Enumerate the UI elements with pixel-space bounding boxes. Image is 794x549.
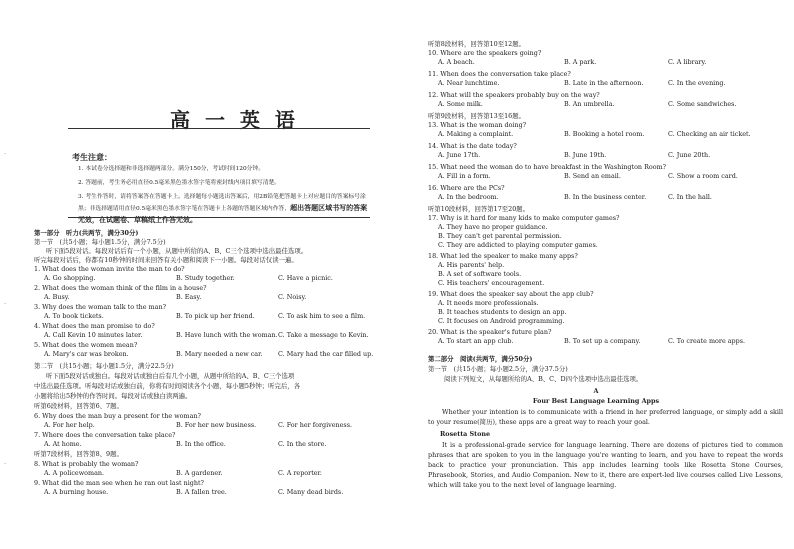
question: 3. Why does the woman talk to the man? (34, 303, 167, 311)
passage-title: Four Best Language Learning Apps (532, 397, 660, 405)
sec1-instruction: 听完每段对话后，你都有10秒钟的时间来回答有关小题和阅读下一小题。每段对话仅读一遍。 (34, 256, 298, 264)
sec2-instruction: 听下面5段对话或独白。每段对话或独白后有几个小题，从题中所给的A、B、C三个选项 (46, 372, 295, 380)
option-b: B. An umbrella. (564, 100, 615, 108)
option-c: C. In the hall. (668, 193, 712, 201)
binding-mark: · (4, 150, 7, 158)
question: 16. Where are the PCs? (428, 184, 505, 192)
question: 12. What will the speakers probably buy on the way? (428, 91, 600, 99)
question: 11. When does the conversation take place? (428, 70, 571, 78)
passage-label: A (593, 387, 599, 395)
material-note: 听第6段材料，回答第6、7题。 (34, 402, 123, 410)
binding-mark: · (4, 300, 7, 308)
question: 5. What does the women mean? (34, 341, 138, 349)
option-c: C. A library. (668, 58, 707, 66)
question-17: 17. Why is it hard for many kids to make computer games? (428, 214, 620, 222)
option-c: C. To ask him to see a film. (278, 312, 366, 320)
notice-item: 1. 本试卷分选择题和非选择题两部分。满分150分，考试时间120分钟。 (78, 166, 265, 172)
option-c: C. Show a room card. (668, 172, 738, 180)
part2-instruction: 阅读下列短文，从每题所给的A、B、C、D四个选项中选出最佳选项。 (444, 375, 643, 383)
option-b: B. To set up a company. (564, 337, 641, 345)
question: 13. What is the woman doing? (428, 121, 527, 129)
page-title: 高 一 英 语 (170, 108, 299, 132)
option-a: A. His parents' help. (438, 261, 505, 269)
material-note: 听第7段材料，回答第8、9题。 (34, 450, 123, 458)
question: 2. What does the woman think of the film in a house? (34, 284, 207, 292)
option-c: C. Some sandwiches. (668, 100, 737, 108)
option-a: A. They have no proper guidance. (438, 223, 548, 231)
option-b: B. Easy. (176, 293, 202, 301)
notice-heading: 考生注意： (72, 153, 112, 162)
material-note: 听第9段材料，回答第13至16题。 (428, 112, 526, 120)
option-a: A. Near lunchtime. (438, 79, 500, 87)
option-c: C. His teachers' encouragement. (438, 279, 545, 287)
option-a: A. At home. (44, 440, 82, 448)
option-b: B. A set of software tools. (438, 270, 522, 278)
question-18: 18. What led the speaker to make many apps? (428, 252, 578, 260)
part2-sec1-heading: 第一节 (共15小题；每小题2.5分，满分37.5分) (428, 365, 568, 373)
part2-heading: 第二部分 阅读(共两节，满分50分) (428, 355, 533, 363)
option-a: A. Go shopping. (44, 274, 96, 282)
option-a: A. A burning house. (44, 488, 109, 496)
passage-intro: Whether your intention is to communicate with a friend in her preferred language, or simply add a skill to your resume(简历), these apps are a great way to reach your goal. (428, 408, 783, 426)
option-a: A. Fill in a form. (438, 172, 491, 180)
option-b: B. It teaches students to design an app. (438, 308, 567, 316)
sec2-instruction: 小题将给出5秒钟的作答时间。每段对话或独白读两遍。 (34, 392, 192, 400)
question: 8. What is probably the woman? (34, 460, 139, 468)
option-b: B. A gardener. (176, 469, 223, 477)
option-a: A. Call Kevin 10 minutes later. (44, 331, 143, 339)
passage-subheading: Rosetta Stone (440, 430, 491, 438)
option-c: C. It focuses on Android programming. (438, 317, 565, 325)
option-c: C. To create more apps. (668, 337, 746, 345)
notice-emphasis: 超出答题区域书写的答案无效，在试题卷、草稿纸上作答无效。 (78, 204, 368, 224)
option-c: C. For her forgiveness. (278, 421, 353, 429)
option-b: B. Have lunch with the woman. (176, 331, 278, 339)
option-c: C. Have a picnic. (278, 274, 333, 282)
option-c: C. Checking an air ticket. (668, 130, 751, 138)
sec2-heading: 第二节 (共15小题；每小题1.5分，满分22.5分) (34, 362, 174, 370)
question-19: 19. What does the speaker say about the app club? (428, 290, 594, 298)
divider (68, 128, 370, 129)
question: 9. What did the man see when he ran out last night? (34, 479, 204, 487)
option-b: B. Study together. (176, 274, 235, 282)
option-b: B. For her new business. (176, 421, 257, 429)
question: 1. What does the woman invite the man to do? (34, 265, 185, 273)
notice-item: 3. 考生作答时，请将答案答在答题卡上。选择题每小题选出答案后，用2B铅笔把答题卡上对应题目的答案标号涂黑；非选择题请用直径0.5毫米黑色墨水签字笔在答题卡上各题的答题区域内作答，超出答题区域书写的答案无效，在试题卷、草稿纸上作答无效。 (78, 194, 368, 224)
question: 7. Where does the conversation take place? (34, 431, 176, 439)
option-a: A. A beach. (438, 58, 475, 66)
question: 15. What need the woman do to have breakfast in the Washington Room? (428, 163, 667, 171)
option-b: B. June 19th. (564, 151, 607, 159)
option-c: C. In the store. (278, 440, 327, 448)
option-b: B. A park. (564, 58, 597, 66)
option-a: A. Some milk. (438, 100, 483, 108)
part1-heading: 第一部分 听力(共两节，满分30分) (34, 229, 139, 237)
option-c: C. Many dead birds. (278, 488, 344, 496)
option-a: A. A policewoman. (44, 469, 105, 477)
option-b: B. They can't get parental permission. (438, 232, 562, 240)
option-a: A. To start an app club. (438, 337, 514, 345)
binding-mark: · (4, 460, 7, 468)
option-c: C. June 20th. (668, 151, 711, 159)
question: 4. What does the man promise to do? (34, 322, 155, 330)
material-note: 听第10段材料，回答第17至20题。 (428, 205, 530, 213)
notice-item: 2. 答题前，考生务必用直径0.5毫米黑色墨水签字笔将密封线内项目填写清楚。 (78, 180, 281, 186)
question: 14. What is the date today? (428, 142, 517, 150)
option-b: B. Booking a hotel room. (564, 130, 645, 138)
sec2-instruction: 中选出最佳选项。听每段对话或独白前，你将有时间阅读各个小题，每小题5秒钟；听完后，各 (34, 382, 301, 390)
question: 10. Where are the speakers going? (428, 49, 542, 57)
option-a: A. Making a complaint. (438, 130, 514, 138)
option-c: C. Noisy. (278, 293, 307, 301)
option-b: B. A fallen tree. (176, 488, 227, 496)
option-a: A. June 17th. (438, 151, 481, 159)
question: 20. What is the speaker's future plan? (428, 328, 552, 336)
option-b: B. In the office. (176, 440, 226, 448)
option-b: B. To pick up her friend. (176, 312, 255, 320)
option-b: B. Send an email. (564, 172, 621, 180)
option-a: A. Mary's car was broken. (44, 350, 129, 358)
material-note: 听第8段材料，回答第10至12题。 (428, 40, 526, 48)
option-a: A. To book tickets. (44, 312, 104, 320)
option-a: A. Busy. (44, 293, 70, 301)
option-a: A. It needs more professionals. (438, 299, 539, 307)
option-c: C. In the evening. (668, 79, 726, 87)
divider (68, 217, 370, 218)
option-b: B. Mary needed a new car. (176, 350, 263, 358)
option-b: B. In the business center. (564, 193, 647, 201)
sec1-heading: 第一节 (共5小题；每小题1.5分，满分7.5分) (34, 238, 166, 246)
sec1-instruction: 听下面5段对话。每段对话后有一个小题，从题中所给的A、B、C三个选项中选出最佳选项。 (46, 247, 308, 255)
option-c: C. Mary had the car filled up. (278, 350, 374, 358)
option-c: C. Take a message to Kevin. (278, 331, 369, 339)
option-c: C. They are addicted to playing computer games. (438, 241, 598, 249)
option-c: C. A reporter. (278, 469, 322, 477)
question: 6. Why does the man buy a present for the woman? (34, 412, 201, 420)
passage-body: It is a professional-grade service for language learning. There are dozens of pictures tied to common phrases that are spoken to you in the language you're wanting to learn, and you have to repeat the words back to practice your pronunciation. This app includes learning tools like Rosetta Stone Courses, Phrasebook, Stories, and Audio Companion. New to it, there are expert-led live courses called Live Lessons, which will take you to the next level of language learning. (428, 441, 783, 489)
option-b: B. Late in the afternoon. (564, 79, 644, 87)
option-a: A. In the bedroom. (438, 193, 499, 201)
option-a: A. For her help. (44, 421, 95, 429)
